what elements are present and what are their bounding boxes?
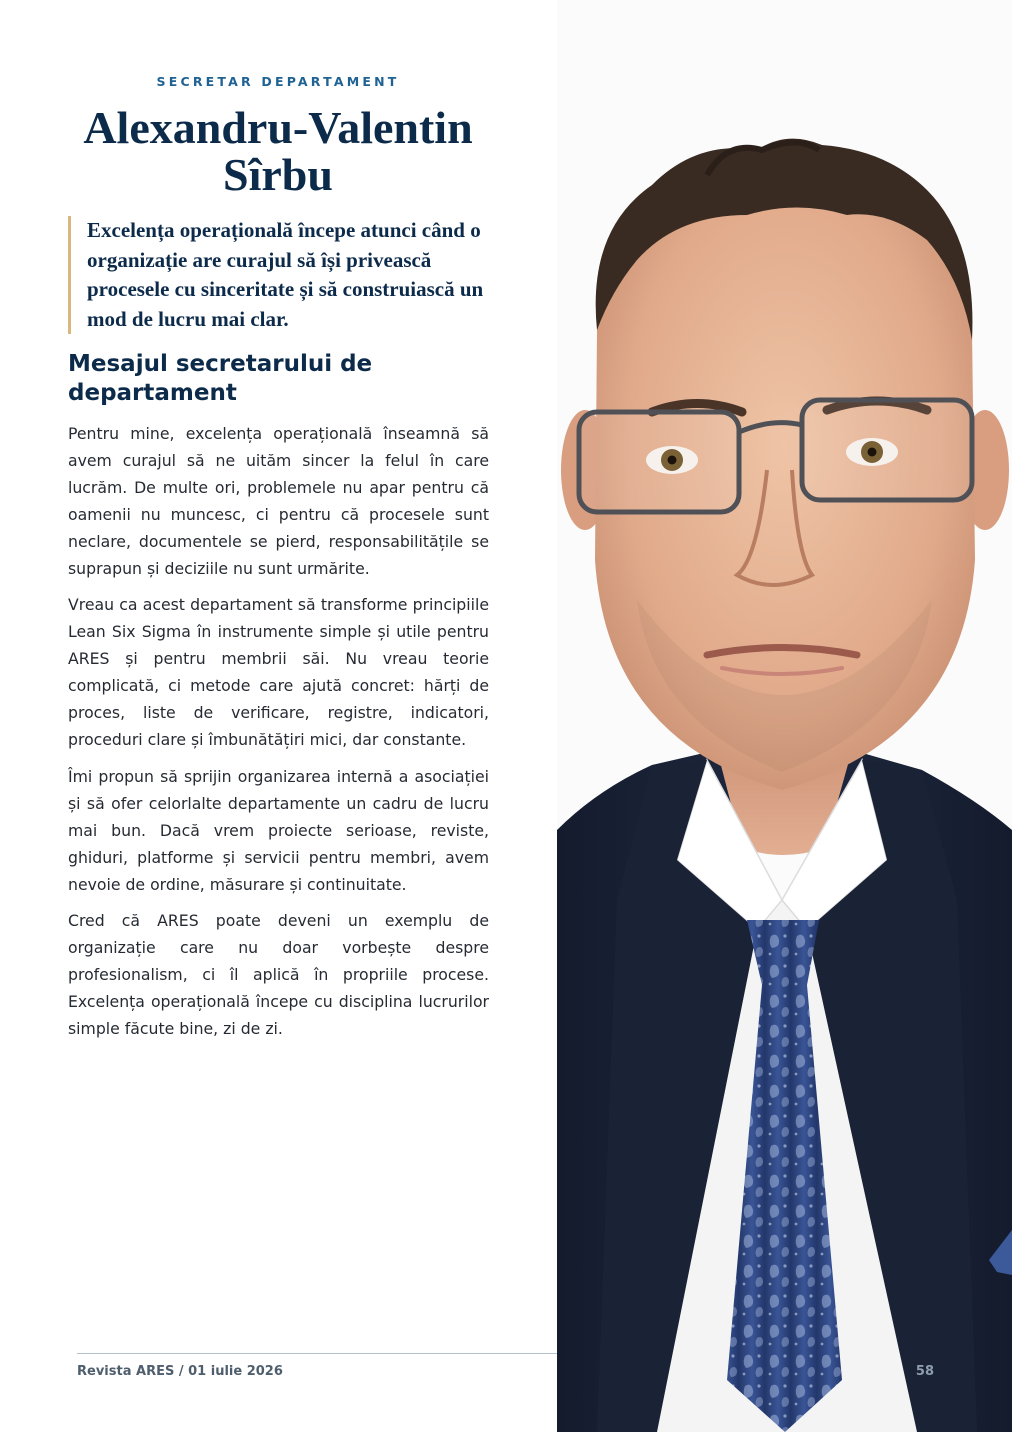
article-body [68, 421, 489, 1053]
footer-publication: Revista ARES / 01 iulie 2026 [77, 1364, 283, 1379]
body-paragraph-2: Vreau ca acest departament să transforme principiile Lean Six Sigma în instrumente simple și utile pentru ARES și pentru membrii săi. Nu vreau teorie complicată, ci metode care ajută concret: hărți de proces, liste de verificare, registre, indicatori, proceduri clare și îmbunătățiri mici, dar constante. [68, 595, 489, 749]
section-heading: Mesajul secretarului de departament [68, 351, 373, 406]
person-name-last: Sîrbu [223, 149, 333, 200]
body-paragraph-3: Îmi propun să sprijin organizarea internă a asociației și să ofer celorlalte departamente un cadru de lucru mai bun. Dacă vrem proiecte serioase, reviste, ghiduri, platforme și servicii pentru membri, avem nevoie de ordine, măsurare și continuitate. [68, 766, 489, 894]
person-name-first: Alexandru-Valentin [83, 102, 473, 153]
person-name [68, 104, 488, 198]
body-paragraph-1: Pentru mine, excelența operațională înseamnă să avem curajul să ne uităm sincer la felul în care lucrăm. De multe ori, problemele nu apar pentru că oamenii nu muncesc, ci pentru că procesele sunt neclare, documentele se pierd, responsabilitățile se suprapun și deciziile nu sunt urmărite. [68, 424, 489, 578]
pull-quote: Excelența operațională începe atunci când o organizație are curajul să își privească procesele cu sinceritate și să construiască un mod de lucru mai clar. [68, 216, 497, 334]
role-kicker: SECRETAR DEPARTAMENT [156, 74, 400, 89]
footer-page-number: 58 [915, 1364, 934, 1379]
portrait-photo [557, 0, 1012, 1432]
portrait-illustration [557, 0, 1012, 1432]
body-paragraph-4: Cred că ARES poate deveni un exemplu de organizație care nu doar vorbește despre profesionalism, ci îl aplică în propriile procese. Excelența operațională începe cu disciplina lucrurilor simple făcute bine, zi de zi. [68, 911, 489, 1039]
